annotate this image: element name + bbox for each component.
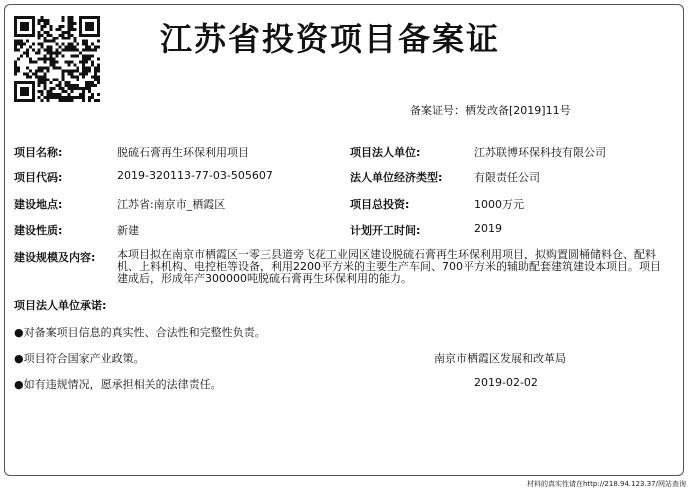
legal-entity-label: 项目法人单位: (350, 146, 421, 159)
start-year-label: 计划开工时间: (350, 224, 421, 237)
registration-label: 备案证号： (410, 104, 465, 117)
entity-type-value: 有限责任公司 (474, 171, 540, 184)
registration-number (410, 102, 571, 118)
commitment-heading: 项目法人单位承诺: (14, 299, 107, 312)
registration-value: 栖发改备[2019]11号 (465, 104, 571, 117)
location-label: 建设地点: (14, 198, 63, 211)
scope-label: 建设规模及内容: (14, 251, 96, 264)
certificate-title: 江苏省投资项目备案证 (160, 20, 501, 58)
nature-value: 新建 (117, 224, 139, 237)
legal-entity-value: 江苏联博环保科技有限公司 (474, 146, 606, 159)
start-year-value: 2019 (474, 222, 502, 235)
project-name-label: 项目名称: (14, 146, 63, 159)
entity-type-label: 法人单位经济类型: (350, 171, 443, 184)
commitment-item: ●项目符合国家产业政策。 (14, 352, 145, 365)
total-investment-label: 项目总投资: (350, 198, 410, 211)
certificate-frame (4, 4, 684, 476)
project-code-value: 2019-320113-77-03-505607 (117, 169, 273, 182)
commitment-item: ●如有违规情况，愿承担相关的法律责任。 (14, 378, 222, 391)
commitment-item: ●对备案项目信息的真实性、合法性和完整性负责。 (14, 326, 266, 339)
project-name-value: 脱硫石膏再生环保利用项目 (117, 146, 249, 159)
issue-date: 2019-02-02 (474, 376, 538, 389)
issuer: 南京市栖霞区发展和改革局 (434, 352, 566, 365)
qr-code (14, 16, 100, 102)
location-value: 江苏省:南京市_栖霞区 (117, 198, 226, 211)
nature-label: 建设性质: (14, 224, 63, 237)
project-code-label: 项目代码: (14, 171, 63, 184)
total-investment-value: 1000万元 (474, 198, 524, 211)
scope-value: 本项目拟在南京市栖霞区一零三县道旁飞花工业园区建设脱硫石膏再生环保利用项目，拟购置圆桶储料仓、配料机、上料机构、电控柜等设备，利用2200平方米的主要生产车间、700平方米的辅助配套建筑建设本项目。项目建成后，形成年产300000吨脱硫石膏再生环保利用的能力。 (117, 248, 661, 285)
verification-footer: 材料的真实性请在http://218.94.123.37/网站查询 (526, 480, 686, 488)
